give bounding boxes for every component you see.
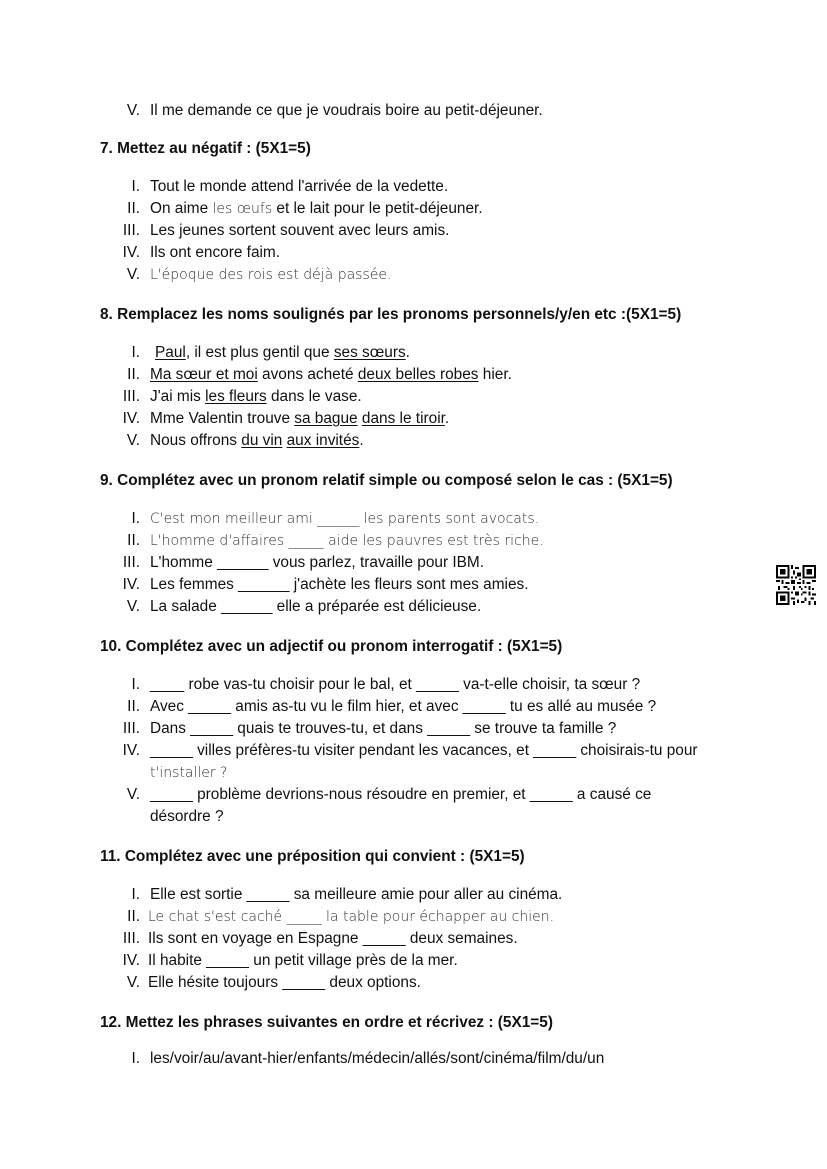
underlined-noun: du vin [241,432,283,449]
q12-heading: 12. Mettez les phrases suivantes en ordre et récrivez : (5X1=5) [100,1014,553,1031]
underlined-noun: Paul [155,344,186,361]
q8-heading: 8. Remplacez les noms soulignés par les pronoms personnels/y/en etc :(5X1=5) [100,306,682,323]
qr-code-icon [776,565,816,605]
underlined-noun: Ma sœur et moi [150,366,258,383]
underlined-noun: aux invités [286,432,360,449]
underlined-noun: dans le tiroir [361,410,445,427]
underlined-noun: sa bague [294,410,358,427]
underlined-noun: deux belles robes [357,366,479,383]
q7-item-2-text: On aime les œufs et le lait pour le petit-déjeuner. [150,200,483,217]
underlined-noun: les fleurs [205,388,267,405]
q7-heading: 7. Mettez au négatif : (5X1=5) [100,140,311,157]
q11-heading: 11. Complétez avec une préposition qui convient : (5X1=5) [100,848,525,865]
underlined-noun: ses sœurs [333,344,406,361]
q10-heading: 10. Complétez avec un adjectif ou pronom interrogatif : (5X1=5) [100,638,563,655]
worksheet-page: V. Il me demande ce que je voudrais boire au petit-déjeuner. 7. Mettez au négatif : (5X1=5) I. Tout le monde attend l'arrivée de la vedette. II. On aime les œufs et le lait pour le petit-déjeuner. III. Les jeunes sortent souvent avec leurs amis. IV. Ils ont encore faim. V. L'époque des rois est déjà passée. 8. Remplacez les noms soulignés par les pronoms personnels/y/en etc :(5X1=5) I. Paul, il est plus gentil que ses sœurs. II. Ma sœur et moi avons acheté deux belles robes hier. III. J'ai mis les fleurs dans le vase. IV. Mme Valentin trouve sa bague dans le tiroir. V. Nous offrons du vin aux invités. 9. Complétez avec un pronom relatif simple ou composé selon le cas : (5X1=5) I. C'est mon meilleur ami ______ les parents sont avocats. II. L'homme d'affaires _____ aide les pauvres est très riche. III. L'homme ______ vous parlez, travaille pour IBM. IV. Les femmes ______ j'achète les fleurs sont mes amies. V. La salade ______ elle a préparée est délicieuse. 10. Complétez avec un adjectif ou pronom interrogatif : (5X1=5) I. ____ robe vas-tu choisir pour le bal, et _____ va-t-elle choisir, ta sœur ? II. Avec _____ amis as-tu vu le film hier, et avec _____ tu es allé au musée ? III. Dans _____ quais te trouves-tu, et dans _____ se trouve ta famille ? IV. _____ villes préfères-tu visiter pendant les vacances, et _____ choisirais-tu pour t'installer ? V. _____ problème devrions-nous résoudre en premier, et _____ a causé ce désordre ? 11. Complétez avec une préposition qui convient : (5X1=5) I. Elle est sortie _____ sa meilleure amie pour aller au cinéma. II. Le chat s'est caché _____ la table pour échapper au chien. III. Ils sont en voyage en Espagne _____ deux semaines. IV. Il habite _____ un petit village près de la mer. V. Elle hésite toujours _____ deux options. 12. Mettez les phrases suivantes en ordre et récrivez : (5X1=5) I. les/voir/au/avant-hier/enfants/médecin/allés/sont/cinéma/film/du/un [0,0,827,1169]
q9-heading: 9. Complétez avec un pronom relatif simple ou composé selon le cas : (5X1=5) [100,472,673,489]
